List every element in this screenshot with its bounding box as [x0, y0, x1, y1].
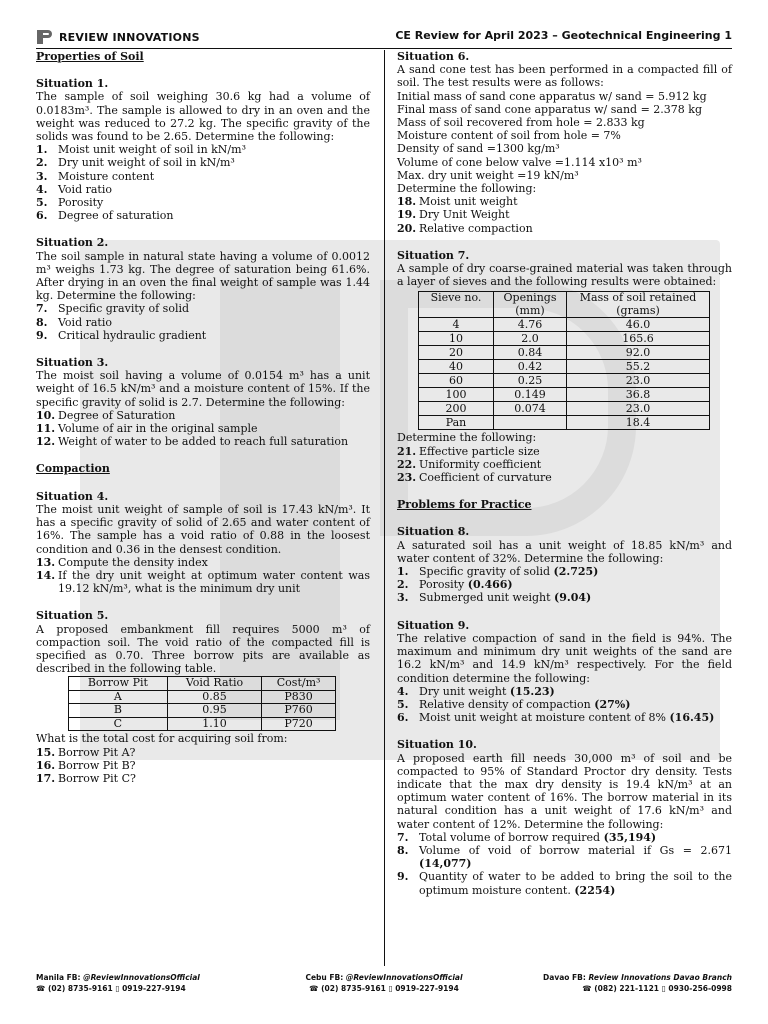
- list-item: 1. Specific gravity of solid (2.725): [397, 565, 599, 579]
- situation-4-title: Situation 4.: [36, 489, 109, 503]
- table-cell: 0.149: [494, 388, 567, 402]
- list-item: 13. Compute the density index: [36, 555, 208, 569]
- list-item: 9. Critical hydraulic gradient: [36, 328, 207, 342]
- situation-5-text: A proposed embankment fill requires 5000 m³ of compaction soil. The void ratio of the compacted fill is specified as 0.70. Three borrow pits are available as described in the following table.: [36, 622, 370, 676]
- borrow-pit-table: [68, 676, 336, 731]
- table-row: [419, 318, 710, 332]
- sieve-table: [418, 291, 710, 430]
- table-row: [419, 402, 710, 416]
- list-item: 6. Degree of saturation: [36, 209, 174, 223]
- list-item: 11. Volume of air in the original sample: [36, 422, 258, 436]
- page-header: [36, 28, 732, 49]
- table-cell: B: [69, 704, 168, 718]
- footer-phones: ☎ (082) 221-1121 ▯ 0930-256-0998: [582, 984, 732, 993]
- table-cell: 0.074: [494, 402, 567, 416]
- situation-6-data-line: Final mass of sand cone apparatus w/ sand = 2.378 kg: [397, 102, 702, 116]
- table-header-cell: Openings (mm): [494, 292, 567, 318]
- table-cell: P830: [262, 690, 336, 704]
- answer-value: (9.04): [554, 591, 592, 605]
- list-item: 5. Relative density of compaction (27%): [397, 697, 631, 711]
- table-cell: 0.84: [494, 346, 567, 360]
- list-item: 18. Moist unit weight: [397, 195, 518, 209]
- brand-logo-icon: [36, 29, 56, 45]
- table-cell: 1.10: [167, 717, 261, 731]
- list-item: 9. Quantity of water to be added to bring the soil to the optimum moisture content. (2254): [397, 870, 732, 897]
- list-item: 8. Void ratio: [36, 315, 112, 329]
- table-cell: 0.25: [494, 374, 567, 388]
- footer-cebu: [300, 972, 468, 994]
- situation-1-text: The sample of soil weighing 30.6 kg had a volume of 0.0183m³. The sample is allowed to dry in an oven and the weight was reduced to 27.2 kg. The specific gravity of the solids was found to be 2.65. Determine the following:: [36, 90, 370, 144]
- situation-5-question: What is the total cost for acquiring soil from:: [36, 732, 288, 746]
- section-heading-practice: Problems for Practice: [397, 498, 532, 512]
- list-item: 5. Porosity: [36, 196, 104, 210]
- table-cell: 200: [419, 402, 494, 416]
- list-item: 6. Moist unit weight at moisture content of 8% (16.45): [397, 711, 715, 725]
- table-cell: 23.0: [567, 402, 710, 416]
- table-cell: 18.4: [567, 416, 710, 430]
- situation-2-title: Situation 2.: [36, 236, 109, 250]
- answer-value: (16.45): [669, 711, 715, 725]
- section-heading-compaction: Compaction: [36, 462, 110, 476]
- list-item: 12. Weight of water to be added to reach full saturation: [36, 435, 349, 449]
- table-cell: 55.2: [567, 360, 710, 374]
- situation-6-data-line: Moisture content of soil from hole = 7%: [397, 129, 621, 143]
- footer-label: Davao FB:: [543, 973, 586, 982]
- situation-6-text: A sand cone test has been performed in a compacted fill of soil. The test results were as follows:: [397, 63, 732, 90]
- table-cell: 10: [419, 332, 494, 346]
- table-row: [419, 346, 710, 360]
- footer-manila: [36, 972, 200, 994]
- table-row: [69, 704, 336, 718]
- table-cell: 23.0: [567, 374, 710, 388]
- list-item: 22. Uniformity coefficient: [397, 457, 542, 471]
- list-item: 16. Borrow Pit B?: [36, 758, 136, 772]
- list-item: 1. Moist unit weight of soil in kN/m³: [36, 143, 246, 157]
- footer-label: Manila FB:: [36, 973, 81, 982]
- situation-9-title: Situation 9.: [397, 618, 470, 632]
- list-item: 2. Dry unit weight of soil in kN/m³: [36, 156, 235, 170]
- list-item: 3. Submerged unit weight (9.04): [397, 591, 592, 605]
- table-header-cell: Mass of soil retained (grams): [567, 292, 710, 318]
- situation-6-data-line: Mass of soil recovered from hole = 2.833 kg: [397, 116, 645, 130]
- list-item: 2. Porosity (0.466): [397, 578, 513, 592]
- table-row: [419, 416, 710, 430]
- footer-phones: ☎ (02) 8735-9161 ▯ 0919-227-9194: [36, 984, 186, 993]
- table-cell: 0.95: [167, 704, 261, 718]
- answer-value: (15.23): [509, 684, 555, 698]
- right-column: [397, 50, 732, 897]
- table-header-cell: Borrow Pit: [69, 677, 168, 691]
- table-header-row: [69, 677, 336, 691]
- footer-link[interactable]: @ReviewInnovationsOfficial: [83, 973, 200, 982]
- situation-3-items: [36, 409, 370, 449]
- list-item: 8. Volume of void of borrow material if Gs = 2.671 (14,077): [397, 843, 732, 871]
- table-row: [419, 374, 710, 388]
- situation-6-data-line: Max. dry unit weight =19 kN/m³: [397, 168, 579, 182]
- table-cell: C: [69, 717, 168, 731]
- footer-phones: ☎ (02) 8735-9161 ▯ 0919-227-9194: [309, 984, 459, 993]
- list-item: 20. Relative compaction: [397, 221, 533, 235]
- situation-10-items: [397, 831, 732, 897]
- situation-4-items: [36, 556, 370, 596]
- situation-10-text: A proposed earth fill needs 30,000 m³ of soil and be compacted to 95% of Standard Proctor dry density. Tests indicate that the max dry density is 19.4 kN/m³ at an optimum water content of 16%. The borrow material in its natural condition has a unit weight of 17.6 kN/m³ and water content of 12%. Determine the following:: [397, 751, 732, 831]
- situation-3-text: The moist soil having a volume of 0.0154 m³ has a unit weight of 16.5 kN/m³ and a moisture content of 15%. If the specific gravity of solid is 2.7. Determine the following:: [36, 369, 370, 409]
- list-item: 19. Dry Unit Weight: [397, 208, 510, 222]
- situation-9-text: The relative compaction of sand in the field is 94%. The maximum and minimum dry unit weights of the sand are 16.2 kN/m³ and 14.9 kN/m³ respectively. For the field condition determine the following:: [397, 631, 732, 685]
- situation-2-items: [36, 302, 370, 342]
- table-cell: 2.0: [494, 332, 567, 346]
- answer-value: (27%): [594, 697, 631, 711]
- table-header-cell: Sieve no.: [419, 292, 494, 318]
- left-column: [36, 50, 370, 785]
- footer-link[interactable]: @ReviewInnovationsOfficial: [345, 973, 463, 982]
- situation-7-items: [397, 445, 732, 485]
- answer-value: (2.725): [553, 565, 599, 579]
- situation-10-title: Situation 10.: [397, 738, 477, 752]
- list-item: 7. Specific gravity of solid: [36, 302, 190, 316]
- table-row: [419, 388, 710, 402]
- footer-label: Cebu FB:: [305, 973, 344, 982]
- table-header-cell: Cost/m³: [262, 677, 336, 691]
- list-item: 4. Void ratio: [36, 182, 112, 196]
- situation-6-items: [397, 195, 732, 235]
- list-item: 14. If the dry unit weight at optimum water content was 19.12 kN/m³, what is the minimum dry unit: [36, 568, 370, 596]
- situation-6-data-line: Volume of cone below valve =1.114 x10³ m³: [397, 155, 642, 169]
- footer-davao: [543, 972, 732, 994]
- table-row: [69, 690, 336, 704]
- header-title: CE Review for April 2023 – Geotechnical Engineering 1: [395, 29, 732, 42]
- section-heading-properties: Properties of Soil: [36, 50, 144, 63]
- situation-4-text: The moist unit weight of sample of soil is 17.43 kN/m³. It has a specific gravity of solid of 2.65 and water content of 16%. The sample has a void ratio of 0.88 in the loosest condition and 0.36 in the densest condition.: [36, 502, 370, 556]
- answer-value: (0.466): [467, 578, 513, 592]
- brand: [36, 29, 200, 45]
- situation-7-text: A sample of dry coarse-grained material was taken through a layer of sieves and the following results were obtained:: [397, 262, 732, 289]
- table-cell: Pan: [419, 416, 494, 430]
- situation-6-data-line: Determine the following:: [397, 182, 537, 196]
- table-cell: 92.0: [567, 346, 710, 360]
- situation-7-question: Determine the following:: [397, 431, 537, 445]
- table-row: [419, 360, 710, 374]
- list-item: 4. Dry unit weight (15.23): [397, 684, 555, 698]
- table-cell: 0.85: [167, 690, 261, 704]
- list-item: 3. Moisture content: [36, 169, 155, 183]
- situation-2-text: The soil sample in natural state having a volume of 0.0012 m³ weighs 1.73 kg. The degree of saturation being 61.6%. After drying in an oven the final weight of sample was 1.44 kg. Determine the following:: [36, 249, 370, 303]
- answer-value: (2254): [574, 883, 616, 897]
- situation-9-items: [397, 685, 732, 725]
- table-header-row: [419, 292, 710, 318]
- situation-5-items: [36, 746, 370, 786]
- table-row: [419, 332, 710, 346]
- situation-6-data-line: Initial mass of sand cone apparatus w/ sand = 5.912 kg: [397, 89, 707, 103]
- situation-6-title: Situation 6.: [397, 50, 470, 63]
- list-item: 17. Borrow Pit C?: [36, 771, 136, 785]
- table-header-cell: Void Ratio: [167, 677, 261, 691]
- table-cell: 4.76: [494, 318, 567, 332]
- table-cell: 40: [419, 360, 494, 374]
- table-cell: 20: [419, 346, 494, 360]
- situation-8-text: A saturated soil has a unit weight of 18.85 kN/m³ and water content of 32%. Determine the following:: [397, 538, 732, 565]
- situation-5-title: Situation 5.: [36, 609, 109, 623]
- table-cell: 36.8: [567, 388, 710, 402]
- table-row: [69, 717, 336, 731]
- situation-8-title: Situation 8.: [397, 525, 470, 539]
- column-divider: [384, 50, 385, 966]
- situation-8-items: [397, 565, 732, 605]
- situation-3-title: Situation 3.: [36, 356, 109, 370]
- table-cell: 4: [419, 318, 494, 332]
- table-cell: P760: [262, 704, 336, 718]
- answer-value: (35,194): [603, 830, 657, 844]
- table-cell: 100: [419, 388, 494, 402]
- situation-7-title: Situation 7.: [397, 248, 470, 262]
- situation-1-items: [36, 143, 370, 222]
- table-cell: 60: [419, 374, 494, 388]
- situation-1-title: Situation 1.: [36, 77, 109, 91]
- list-item: 15. Borrow Pit A?: [36, 745, 136, 759]
- table-cell: 0.42: [494, 360, 567, 374]
- situation-6-data-line: Density of sand =1300 kg/m³: [397, 142, 560, 156]
- brand-name: REVIEW INNOVATIONS: [59, 30, 200, 44]
- list-item: 10. Degree of Saturation: [36, 408, 176, 422]
- list-item: 21. Effective particle size: [397, 444, 540, 458]
- table-cell: 165.6: [567, 332, 710, 346]
- answer-value: (14,077): [419, 857, 472, 871]
- table-cell: A: [69, 690, 168, 704]
- footer-link[interactable]: Review Innovations Davao Branch: [588, 973, 732, 982]
- table-cell: P720: [262, 717, 336, 731]
- list-item: 7. Total volume of borrow required (35,194): [397, 830, 657, 844]
- table-cell: [494, 416, 567, 430]
- list-item: 23. Coefficient of curvature: [397, 471, 552, 485]
- table-cell: 46.0: [567, 318, 710, 332]
